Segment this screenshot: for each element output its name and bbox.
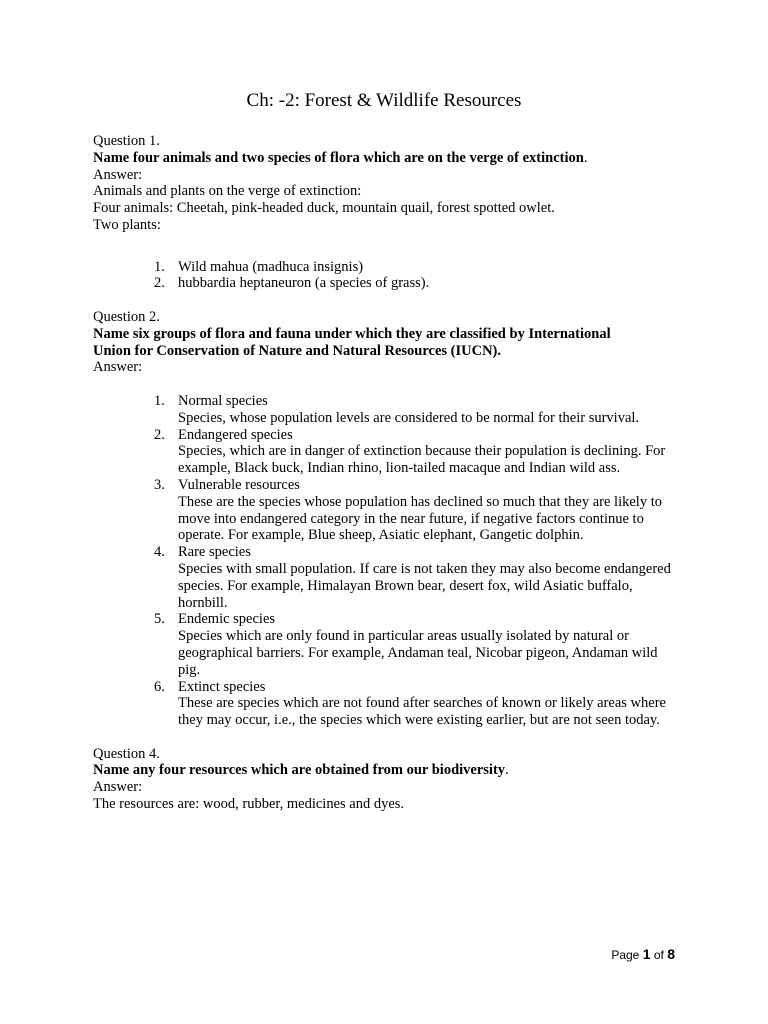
page-number-footer xyxy=(611,946,675,963)
list-number: 1. xyxy=(154,258,165,275)
question-2-text: Union for Conservation of Nature and Natural Resources (IUCN). xyxy=(93,342,502,359)
question-1-period: . xyxy=(583,149,588,166)
question-4-bold: Name any four resources which are obtained from our biodiversity xyxy=(93,762,506,779)
category-title: Extinct species xyxy=(178,678,266,695)
chapter-title: Ch: -2: Forest & Wildlife Resources xyxy=(246,90,522,111)
category-description: Species which are only found in particular areas usually isolated by natural or geographical barriers. For example, Andaman teal, Nicobar pigeon, Andaman wild pig. xyxy=(178,628,658,678)
list-number: 3. xyxy=(154,476,165,493)
list-item xyxy=(93,544,683,611)
answer-1-line: Two plants: xyxy=(93,216,161,233)
question-1-bold: Name four animals and two species of flora which are on the verge of extinction xyxy=(93,149,584,166)
list-text: hubbardia heptaneuron (a species of grass). xyxy=(178,275,430,292)
list-number: 1. xyxy=(154,392,165,409)
question-1-block xyxy=(93,133,683,292)
question-4-text xyxy=(93,762,683,779)
list-number: 2. xyxy=(154,426,165,443)
list-item xyxy=(93,259,683,276)
answer-2-label: Answer: xyxy=(93,359,143,376)
category-description: Species with small population. If care is not taken they may also become endangered species. For example, Himalayan Brown bear, desert fox, wild Asiatic buffalo, hornbill. xyxy=(178,560,671,611)
document-body xyxy=(93,133,683,813)
category-description: These are the species whose population has declined so much that they are likely to move into endangered category in the near future, if negative factors continue to operate. For example, Blue sheep, Asiatic elephant, Gangetic dolphin. xyxy=(178,493,662,544)
list-number: 2. xyxy=(154,275,165,292)
category-description: Species, whose population levels are considered to be normal for their survival. xyxy=(178,409,640,426)
category-title: Endemic species xyxy=(178,611,276,628)
question-1-label: Question 1. xyxy=(93,133,160,149)
category-title: Normal species xyxy=(178,392,268,409)
plants-list xyxy=(93,259,683,293)
list-number: 5. xyxy=(154,611,165,628)
total-pages: 8 xyxy=(667,946,675,962)
list-item xyxy=(93,611,683,678)
list-number: 6. xyxy=(154,678,165,695)
question-2-block xyxy=(93,309,683,729)
category-description: Species, which are in danger of extinction because their population is declining. For example, Black buck, Indian rhino, lion-tailed macaque and Indian wild ass. xyxy=(178,443,666,477)
category-title: Rare species xyxy=(178,544,251,561)
list-item xyxy=(93,679,683,729)
question-4-label: Question 4. xyxy=(93,745,160,762)
list-item xyxy=(93,477,683,544)
question-1-text xyxy=(93,150,683,167)
category-title: Vulnerable resources xyxy=(178,476,300,493)
list-text: Wild mahua (madhuca insignis) xyxy=(178,258,364,275)
list-number: 4. xyxy=(154,544,165,561)
list-item xyxy=(93,393,683,427)
answer-4-label: Answer: xyxy=(93,779,143,796)
iucn-categories-list xyxy=(93,393,683,729)
answer-1-label: Answer: xyxy=(93,166,143,183)
list-item xyxy=(93,427,683,477)
answer-1-line: Four animals: Cheetah, pink-headed duck, mountain quail, forest spotted owlet. xyxy=(93,200,555,217)
current-page: 1 xyxy=(642,946,651,962)
answer-1-line: Animals and plants on the verge of extinction: xyxy=(93,183,362,200)
answer-4-text: The resources are: wood, rubber, medicines and dyes. xyxy=(93,796,405,813)
of-word: of xyxy=(653,948,664,962)
question-4-period: . xyxy=(505,762,509,779)
question-4-block xyxy=(93,746,683,813)
category-title: Endangered species xyxy=(178,426,293,443)
category-description: These are species which are not found after searches of known or likely areas where they may occur, i.e., the species which were existing earlier, but are not seen today. xyxy=(178,695,666,729)
question-2-label: Question 2. xyxy=(93,308,160,325)
question-2-text: Name six groups of flora and fauna under which they are classified by International xyxy=(93,325,611,342)
list-item xyxy=(93,275,683,292)
page-word: Page xyxy=(611,948,640,962)
